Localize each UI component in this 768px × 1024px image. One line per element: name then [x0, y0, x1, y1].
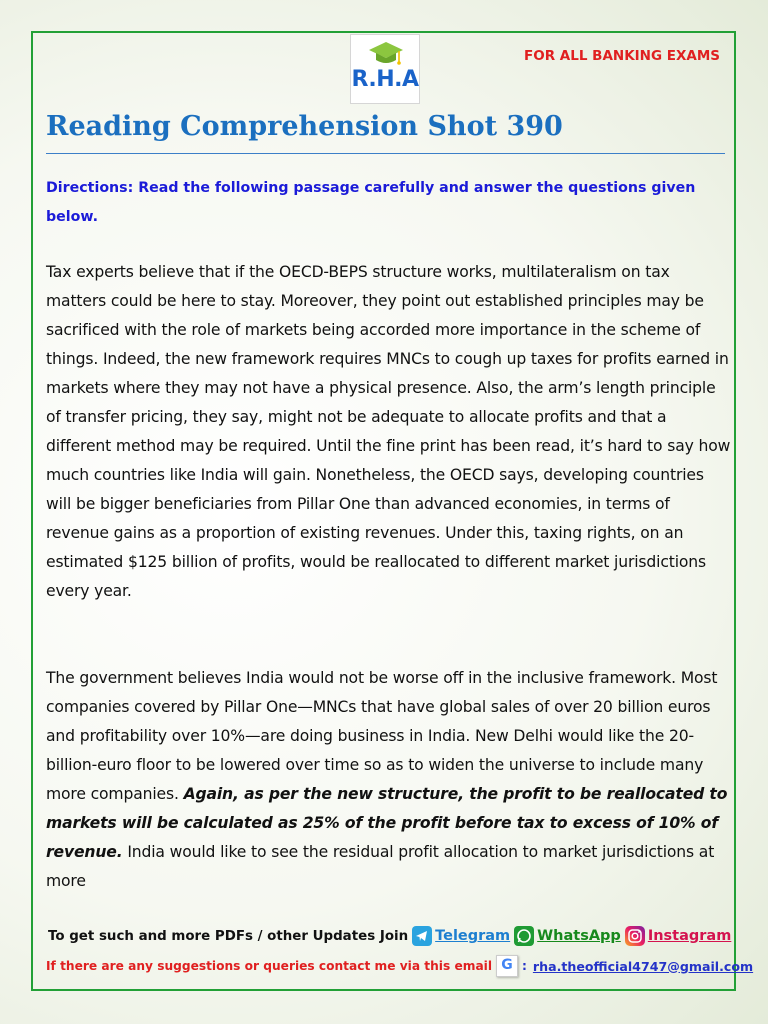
directions-text: Directions: Read the following passage carefully and answer the questions given below.: [46, 180, 696, 225]
email-link[interactable]: rha.theofficial4747@gmail.com: [532, 958, 754, 974]
social-footer: [48, 926, 731, 946]
paragraph-2-end: India would like to see the residual profit allocation to market jurisdictions at more: [46, 843, 715, 890]
contact-footer: [46, 955, 753, 977]
telegram-icon: [412, 926, 432, 946]
tagline: FOR ALL BANKING EXAMS: [524, 48, 720, 64]
whatsapp-icon: [514, 926, 534, 946]
instagram-link[interactable]: Instagram: [647, 928, 732, 944]
whatsapp-link[interactable]: WhatsApp: [537, 928, 621, 944]
google-icon-letter: G: [501, 957, 513, 973]
graduation-cap-icon: [368, 40, 404, 68]
colon-separator: :: [522, 959, 527, 973]
title-divider: [46, 153, 725, 154]
passage-paragraph-1: Tax experts believe that if the OECD-BEPS structure works, multilateralism on tax matters could be here to stay. Moreover, they point out established principles may be sacrificed with the role of markets being accorded more importance in the scheme of things. Indeed, the new framework requires MNCs to cough up taxes for profits earned in markets where they may not have a physical presence. Also, the arm’s length principle of transfer pricing, they say, might not be adequate to allocate profits and that a different method may be required. Until the fine print has been read, it’s hard to say how much countries like India will gain. Nonetheless, the OECD says, developing countries will be bigger beneficiaries from Pillar One than advanced economies, in terms of revenue gains as a proportion of existing revenues. Under this, taxing rights, on an estimated $125 billion of profits, would be reallocated to different market jurisdictions every year.: [46, 263, 731, 600]
paragraph-2-emphasis: Again, as per the new structure, the profit to be reallocated to markets will be calculated as 25% of the profit before tax to excess of 10% of revenue.: [46, 785, 728, 861]
google-icon: [496, 955, 518, 977]
rha-logo: [350, 34, 420, 104]
join-text: To get such and more PDFs / other Updates Join: [48, 928, 409, 944]
logo-text: R.H.A: [351, 67, 419, 92]
instagram-icon: [625, 926, 645, 946]
paragraph-2-start: The government believes India would not be worse off in the inclusive framework. Most companies covered by Pillar One—MNCs that have global sales of over 20 billion euros and profitability over 10%—are doing business in India. New Delhi would like the 20-billion-euro floor to be lowered over time so as to widen the universe to include many more companies.: [46, 669, 718, 803]
passage-paragraph-2: [46, 664, 731, 896]
contact-text: If there are any suggestions or queries contact me via this email: [46, 959, 493, 973]
page-title: Reading Comprehension Shot 390: [46, 111, 563, 142]
telegram-link[interactable]: Telegram: [435, 928, 511, 944]
